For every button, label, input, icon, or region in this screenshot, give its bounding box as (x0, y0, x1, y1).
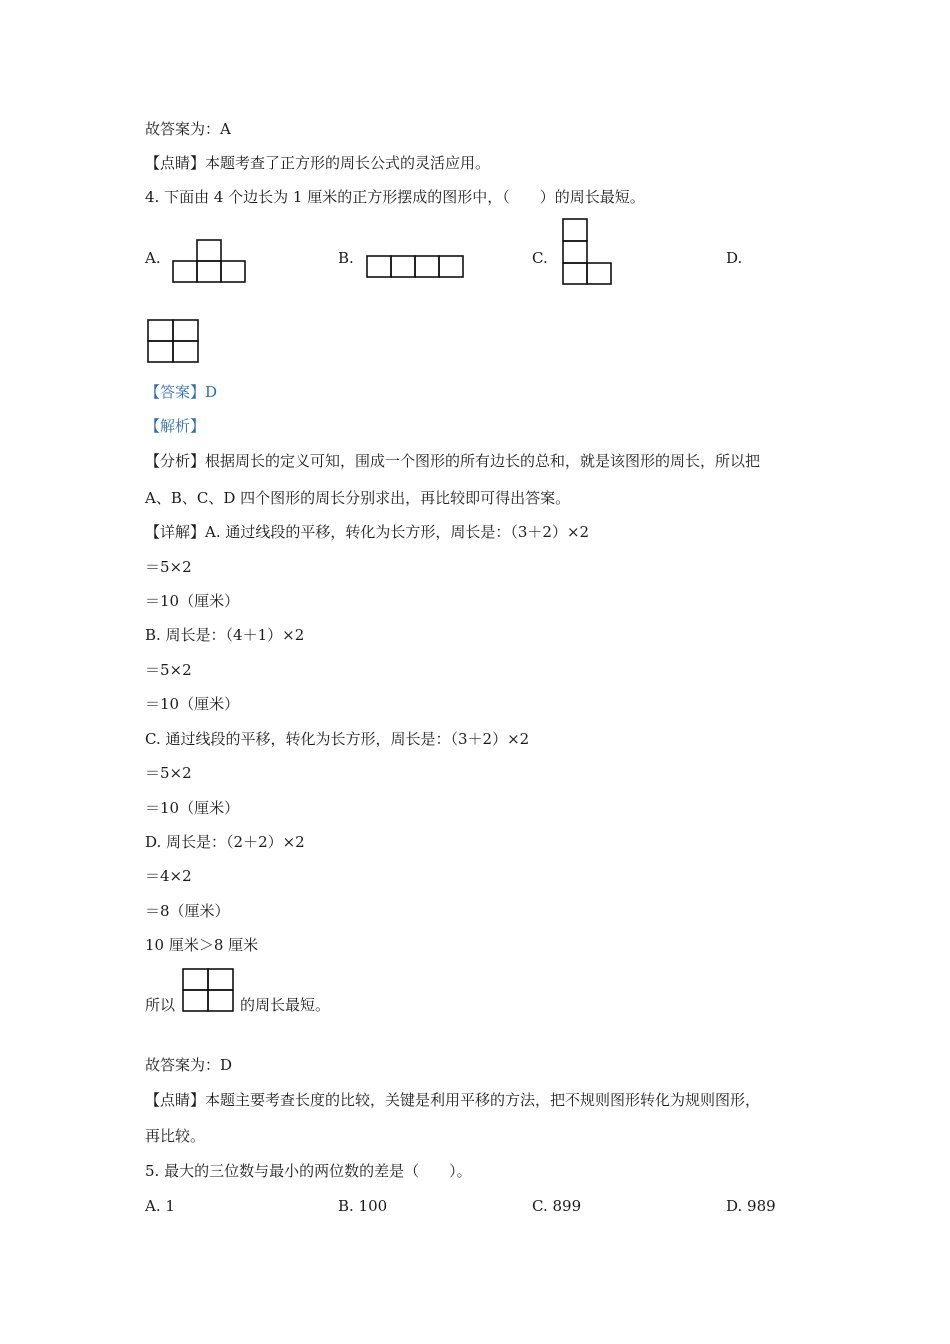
figure-c (562, 218, 614, 286)
answer-line-q4: 故答案为：D (145, 1056, 233, 1074)
option-a-label: A. (145, 249, 161, 267)
question-4: 4. 下面由 4 个边长为 1 厘米的正方形摆成的图形中，（ ）的周长最短。 (145, 188, 645, 206)
so-suffix: 的周长最短。 (240, 996, 331, 1014)
detail-a: 【详解】A. 通过线段的平移，转化为长方形，周长是：（3＋2）×2 (145, 523, 590, 541)
answer-line-q3: 故答案为：A (145, 120, 231, 138)
fenxi-line-2: A、B、C、D 四个图形的周长分别求出，再比较即可得出答案。 (145, 489, 571, 507)
answer-heading: 【答案】D (145, 383, 218, 401)
step-d-1: ＝4×2 (145, 867, 192, 885)
figure-d (147, 319, 201, 365)
step-c-2: ＝10（厘米） (145, 799, 240, 817)
compare-line: 10 厘米＞8 厘米 (145, 936, 259, 954)
step-a-2: ＝10（厘米） (145, 592, 240, 610)
dianjing-line-2: 再比较。 (145, 1127, 206, 1145)
q5-option-d: D. 989 (726, 1197, 776, 1215)
step-c-1: ＝5×2 (145, 764, 192, 782)
figure-a (172, 239, 248, 283)
q5-option-a: A. 1 (145, 1197, 175, 1215)
step-d-2: ＝8（厘米） (145, 902, 230, 920)
dianjing-line-q3: 【点睛】本题考查了正方形的周长公式的灵活应用。 (145, 154, 491, 172)
analysis-heading: 【解析】 (145, 417, 206, 435)
figure-d-inline (182, 968, 236, 1014)
step-a-1: ＝5×2 (145, 558, 192, 576)
detail-c: C. 通过线段的平移，转化为长方形，周长是：（3＋2）×2 (145, 730, 530, 748)
q5-option-c: C. 899 (532, 1197, 582, 1215)
question-5: 5. 最大的三位数与最小的两位数的差是（ ）。 (145, 1162, 472, 1180)
figure-b (366, 255, 466, 279)
fenxi-line-1: 【分析】根据周长的定义可知，围成一个图形的所有边长的总和，就是该图形的周长，所以把 (145, 452, 761, 470)
option-d-label: D. (726, 249, 743, 267)
detail-d: D. 周长是：（2＋2）×2 (145, 833, 305, 851)
q5-option-b: B. 100 (338, 1197, 388, 1215)
option-b-label: B. (338, 249, 354, 267)
step-b-2: ＝10（厘米） (145, 695, 240, 713)
dianjing-line-1: 【点睛】本题主要考查长度的比较，关键是利用平移的方法，把不规则图形转化为规则图形， (145, 1091, 761, 1109)
option-c-label: C. (532, 249, 548, 267)
step-b-1: ＝5×2 (145, 661, 192, 679)
detail-b: B. 周长是：（4＋1）×2 (145, 626, 305, 644)
so-prefix: 所以 (145, 996, 176, 1014)
